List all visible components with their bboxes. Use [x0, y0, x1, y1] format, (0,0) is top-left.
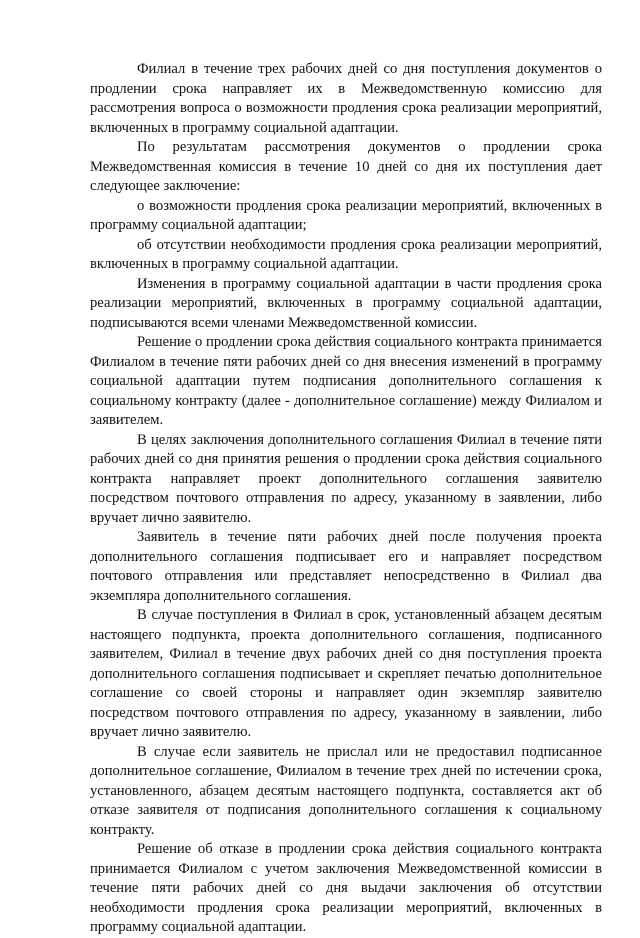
paragraph-11: Решение об отказе в продлении срока действия социального контракта принимается Филиалом с учетом заключения Межведомственной комиссии в течение пяти рабочих дней со дня выдачи заключения об отсутствии необходимости продления срока реализации мероприятий, включенных в программу социальной адаптации. [90, 841, 602, 935]
paragraph-2: По результатам рассмотрения документов о продлении срока Межведомственная комиссия в течение 10 дней со дня их поступления дает следующее заключение: [90, 139, 602, 194]
paragraph-7: В целях заключения дополнительного соглашения Филиал в течение пяти рабочих дней со дня принятия решения о продлении срока действия социального контракта направляет проект дополнительного соглашения заявителю посредством почтового отправления по адресу, указанному в заявлении, либо вручает лично заявителю. [90, 431, 602, 526]
document-page [90, 60, 602, 938]
paragraph-9: В случае поступления в Филиал в срок, установленный абзацем десятым настоящего подпункта, проекта дополнительного соглашения, подписанного заявителем, Филиал в течение двух рабочих дней со дня поступления проекта дополнительного соглашения подписывает и скрепляет печатью дополнительное соглашение со своей стороны и направляет один экземпляр заявителю посредством почтового отправления по адресу, указанному в заявлении, либо вручает лично заявителю. [90, 607, 602, 740]
paragraph-8: Заявитель в течение пяти рабочих дней после получения проекта дополнительного соглашения подписывает его и направляет посредством почтового отправления или представляет непосредственно в Филиал два экземпляра дополнительного соглашения. [90, 529, 602, 604]
paragraph-6: Решение о продлении срока действия социального контракта принимается Филиалом в течение пяти рабочих дней со дня внесения изменений в программу социальной адаптации путем подписания дополнительного соглашения к социальному контракту (далее - дополнительное соглашение) между Филиалом и заявителем. [90, 334, 602, 428]
paragraph-5: Изменения в программу социальной адаптации в части продления срока реализации мероприятий, включенных в программу социальной адаптации, подписываются всеми членами Межведомственной комиссии. [90, 275, 602, 331]
paragraph-3: о возможности продления срока реализации мероприятий, включенных в программу социальной адаптации; [90, 197, 602, 233]
paragraph-1: Филиал в течение трех рабочих дней со дня поступления документов о продлении срока направляет их в Межведомственную комиссию для рассмотрения вопроса о возможности продления срока реализации мероприятий, включенных в программу социальной адаптации. [90, 61, 602, 136]
paragraph-4: об отсутствии необходимости продления срока реализации мероприятий, включенных в программу социальной адаптации. [90, 236, 602, 272]
paragraph-10: В случае если заявитель не прислал или не предоставил подписанное дополнительное соглашение, Филиалом в течение трех дней по истечении срока, установленного, абзацем десятым настоящего подпункта, составляется акт об отказе заявителя от подписания дополнительного соглашения к социальному контракту. [90, 743, 602, 838]
